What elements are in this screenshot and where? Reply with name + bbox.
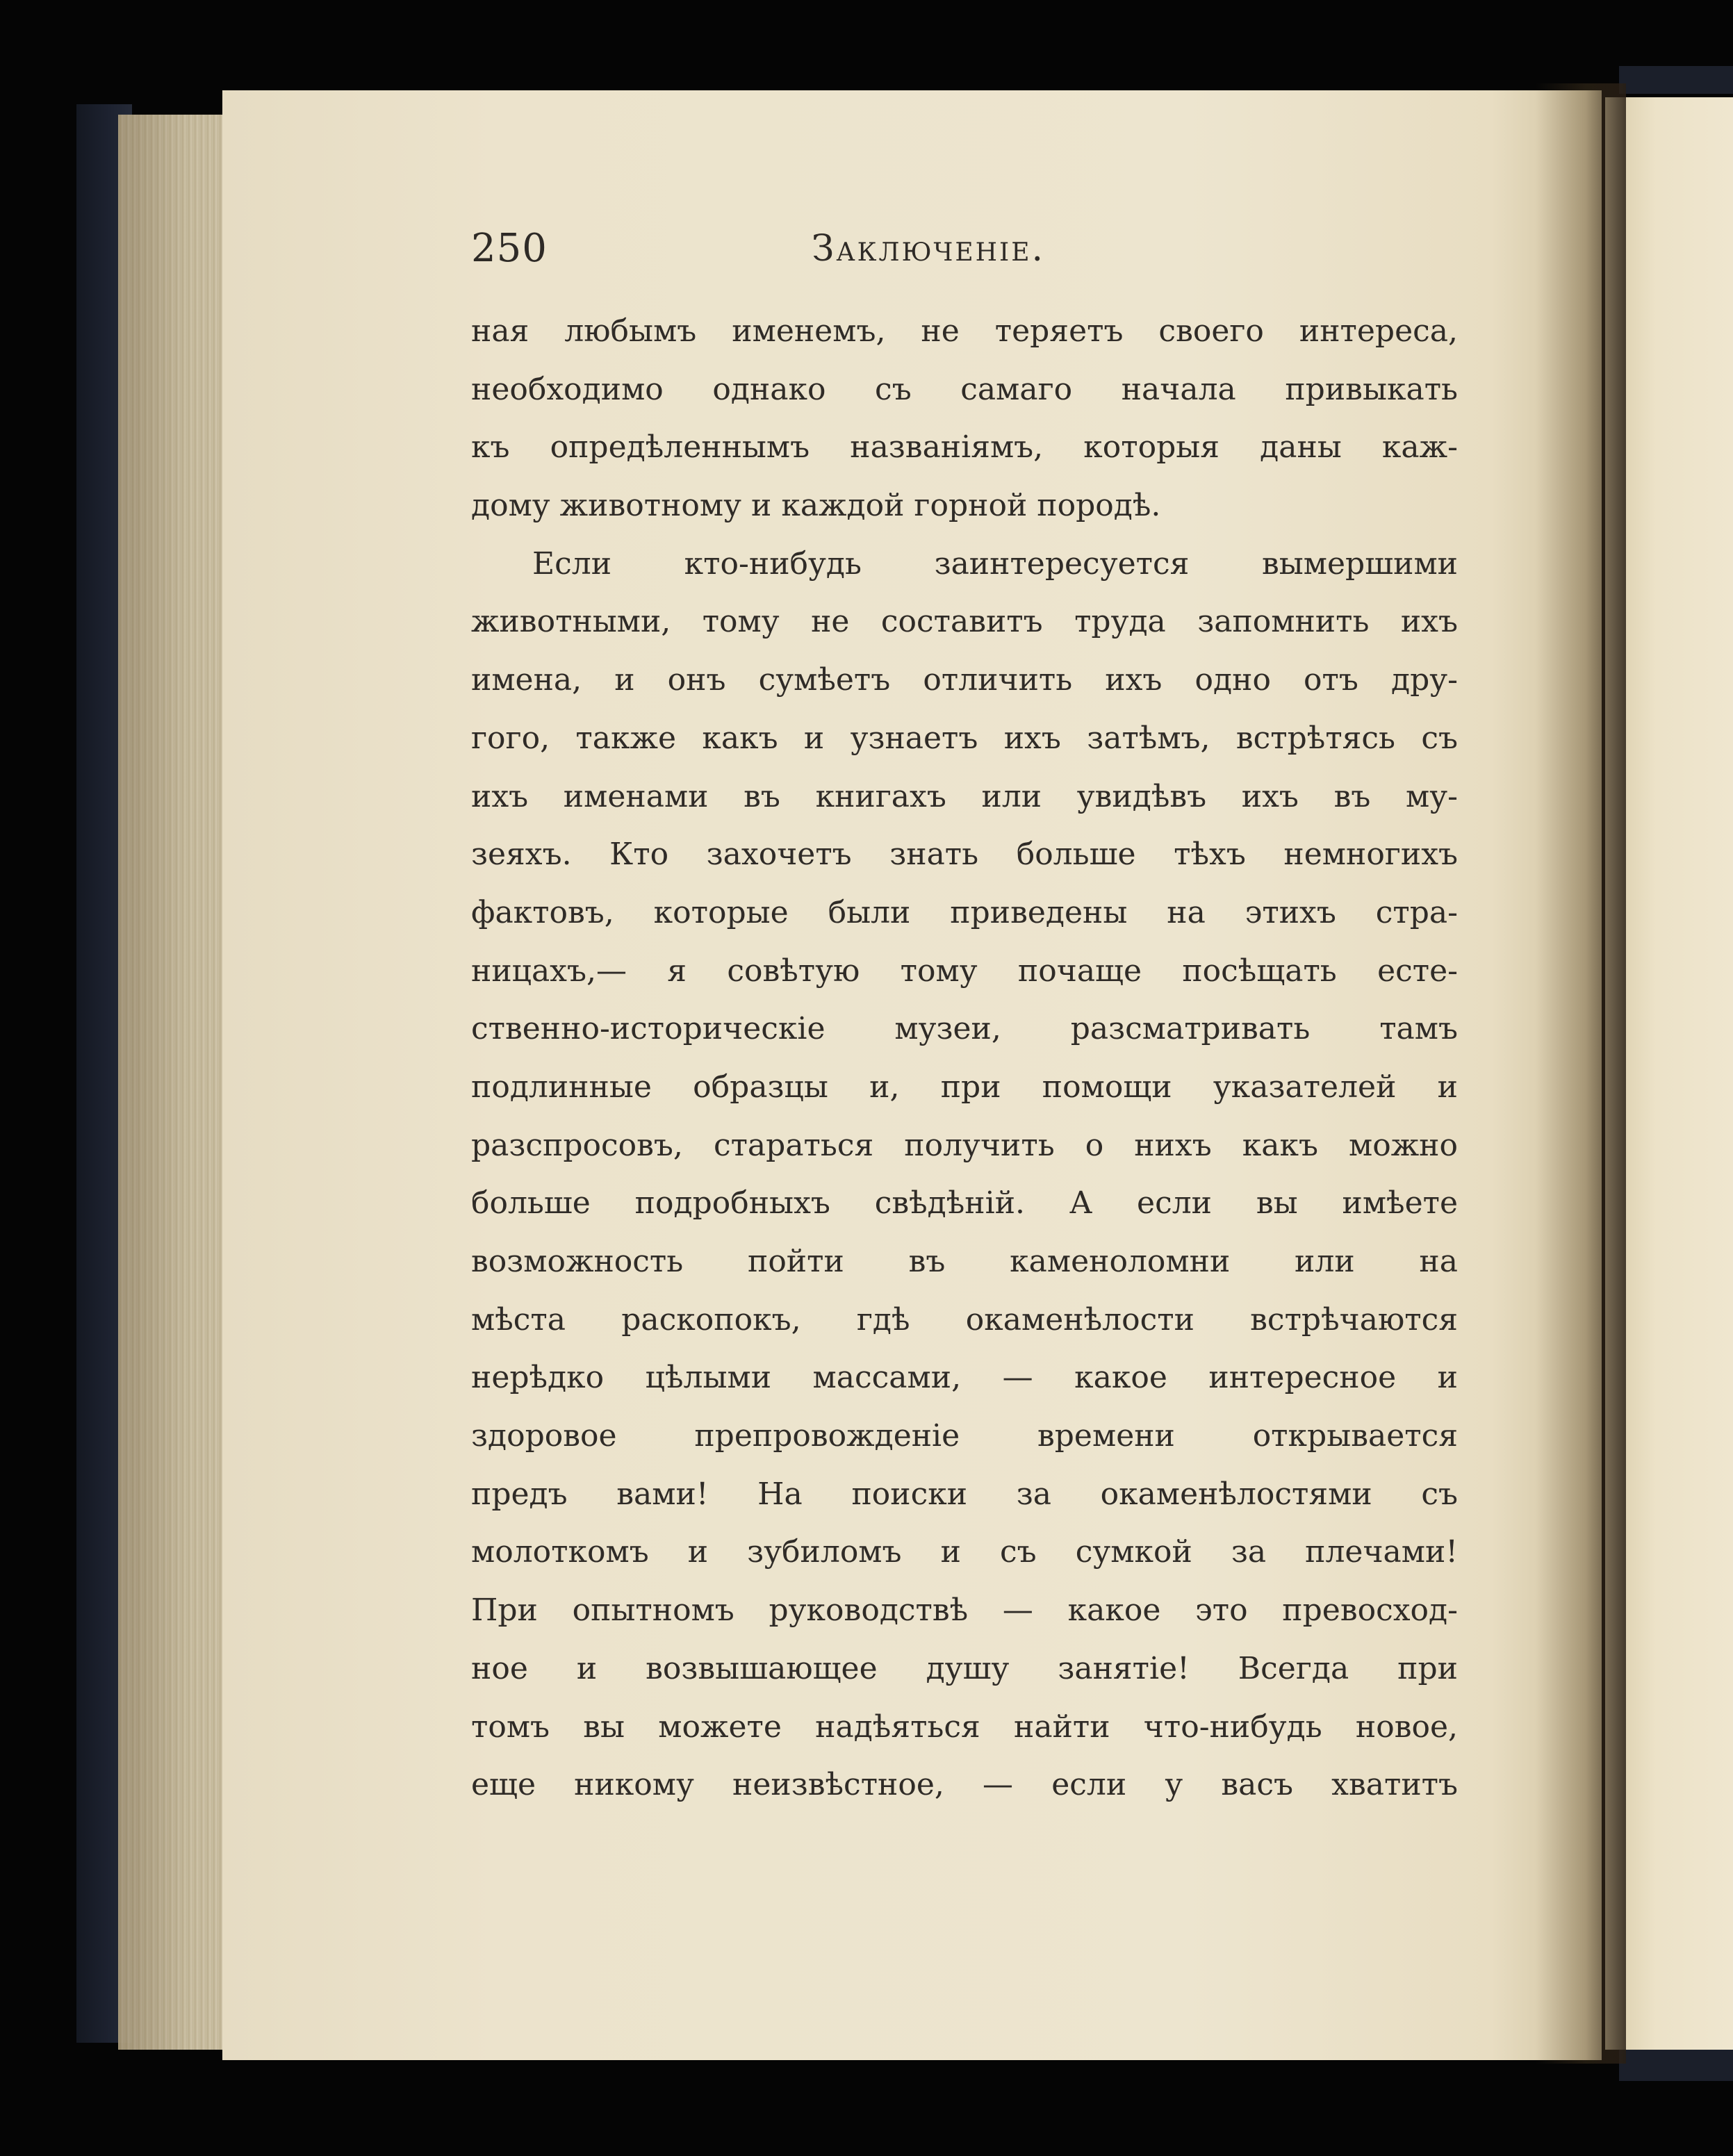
text-line: ное и возвышающее душу занятіе! Всегда при (471, 1650, 1458, 1686)
text-line: возможность пойти въ каменоломни или на (471, 1244, 1458, 1279)
right-cover-binding-bottom (1619, 2050, 1733, 2081)
text-line: предъ вами! На поиски за окаменѣлостями съ (471, 1476, 1458, 1512)
text-line: больше подробныхъ свѣдѣній. А если вы имѣете (471, 1185, 1458, 1221)
text-line: Если кто-нибудь заинтересуется вымершими (532, 545, 1458, 582)
text-line: нерѣдко цѣлыми массами, — какое интересное и (471, 1360, 1458, 1396)
text-line: дому животному и каждой горной породѣ. (471, 488, 1161, 524)
page-header (471, 221, 1458, 277)
text-line: здоровое препровожденіе времени открывается (471, 1418, 1458, 1454)
text-line: ственно-историческіе музеи, разсматривать тамъ (471, 1011, 1458, 1047)
text-line: разспросовъ, стараться получить о нихъ какъ можно (471, 1127, 1458, 1163)
text-line: фактовъ, которые были приведены на этихъ стра- (471, 894, 1458, 930)
text-line: мѣста раскопокъ, гдѣ окаменѣлости встрѣчаются (471, 1301, 1458, 1338)
page-number: 250 (471, 226, 548, 271)
body-text (471, 302, 1458, 1814)
text-line: ная любымъ именемъ, не теряетъ своего интереса, (471, 313, 1458, 349)
text-line: подлинные образцы и, при помощи указателей и (471, 1069, 1458, 1105)
text-line: еще никому неизвѣстное, — если у васъ хватитъ (471, 1767, 1458, 1803)
spine-gutter (1536, 83, 1626, 2064)
text-line: необходимо однако съ самаго начала привыкать (471, 371, 1458, 407)
text-line: молоткомъ и зубиломъ и съ сумкой за плечами! (471, 1534, 1458, 1570)
text-line: ницахъ,— я совѣтую тому почаще посѣщать есте- (471, 953, 1458, 989)
text-line: къ опредѣленнымъ названіямъ, которыя даны каж- (471, 429, 1458, 466)
text-line: животными, тому не составитъ труда запомнить ихъ (471, 604, 1458, 640)
page-edges (118, 115, 236, 2050)
text-line: гого, также какъ и узнаетъ ихъ затѣмъ, встрѣтясь съ (471, 720, 1458, 756)
text-line: томъ вы можете надѣяться найти что-нибудь новое, (471, 1709, 1458, 1745)
text-line: имена, и онъ сумѣетъ отличить ихъ одно отъ дру- (471, 662, 1458, 698)
text-line: При опытномъ руководствѣ — какое это превосход- (471, 1593, 1458, 1629)
text-line: зеяхъ. Кто захочетъ знать больше тѣхъ немногихъ (471, 837, 1458, 873)
running-title: Заключеніе. (812, 228, 1046, 270)
right-cover-binding-top (1619, 66, 1733, 94)
text-line: ихъ именами въ книгахъ или увидѣвъ ихъ въ му- (471, 778, 1458, 814)
